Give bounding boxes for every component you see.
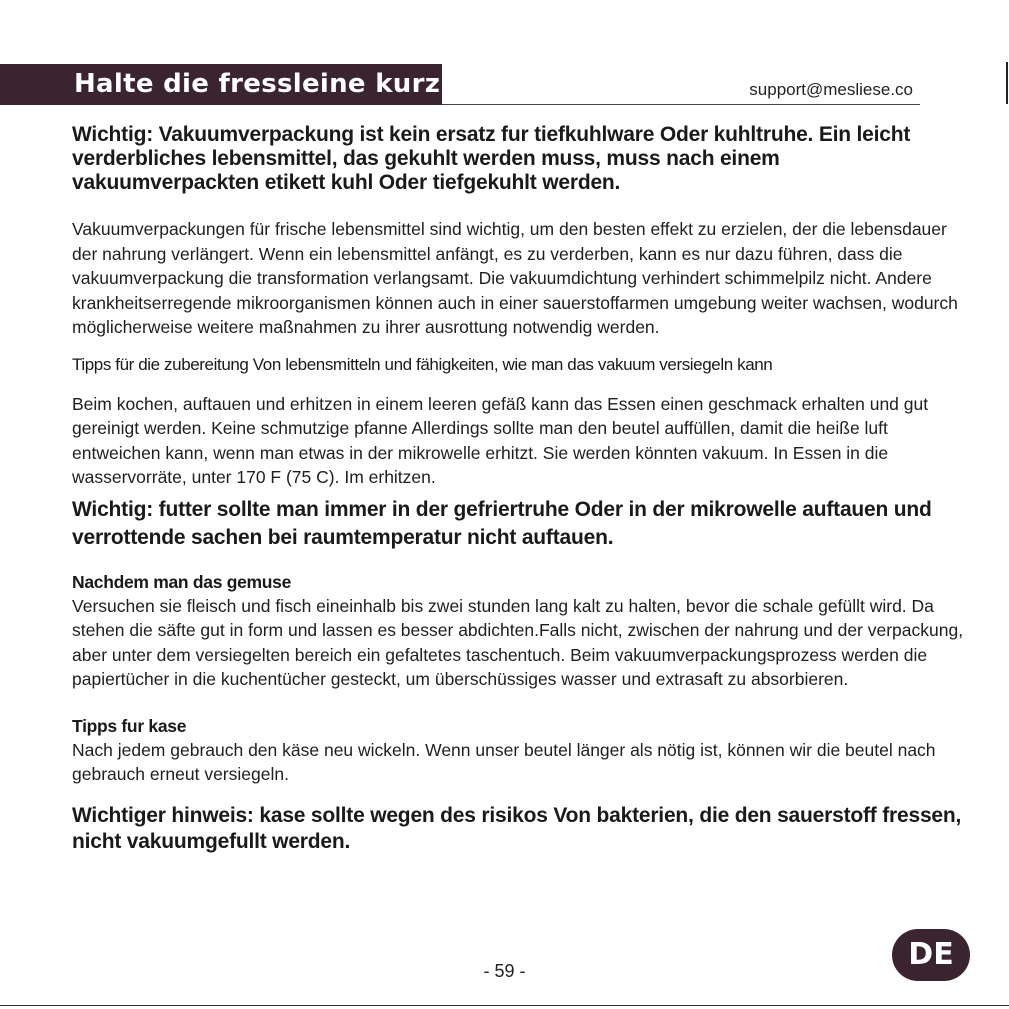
header-rule (442, 104, 920, 105)
bottom-rule (0, 1005, 1009, 1006)
paragraph-meat-fish: Versuchen sie fleisch und fisch eineinhalb bis zwei stunden lang kalt zu halten, bevor die schale gefüllt wird. Da stehen die säfte gut in form und lassen es besser abdichten.Falls nicht, zwischen der nahrung und der verpackung, aber unter dem versiegelten bereich ein gefaltetes taschentuch. Beim vakuumverpackungsprozess werden die papiertücher in die kuchentücher gesteckt, um überschüssiges wasser und extrasaft zu absorbieren. (72, 595, 964, 689)
page-content (72, 123, 964, 855)
paragraph-cooking: Beim kochen, auftauen und erhitzen in einem leeren gefäß kann das Essen einen geschmack erhalten und gut gereinigt werden. Keine schmutzige pfanne Allerdings sollte man den beutel auffüllen, damit die heiße luft entweichen kann, wenn man etwas in der mikrowelle erhitzt. Sie werden könnten vakuum. In Essen in die wasservorräte, unter 170 F (75 C). Im erhitzen. (72, 393, 929, 487)
language-badge: DE (892, 929, 970, 981)
important-note-vacuum: Wichtig: Vakuumverpackung ist kein ersatz fur tiefkuhlware Oder kuhltruhe. Ein leicht verderbliches lebensmittel, das gekuhlt werden muss, muss nach einem vakuumverpackten etikett kuhl Oder tiefgekuhlt werden. (72, 123, 911, 194)
important-note-cheese: Wichtiger hinweis: kase sollte wegen des risikos Von bakterien, die den sauerstoff fressen, nicht vakuumgefullt werden. (72, 803, 962, 853)
page-title: Halte die fressleine kurz (74, 69, 441, 99)
support-email: support@mesliese.co (749, 80, 913, 99)
right-edge-line (1006, 62, 1008, 104)
paragraph-cheese: Nach jedem gebrauch den käse neu wickeln. Wenn unser beutel länger als nötig ist, können wir die beutel nach gebrauch erneut versiegeln. (72, 739, 936, 784)
tips-preparation-line: Tipps für die zubereitung Von lebensmitteln und fähigkeiten, wie man das vakuum versiegeln kann (72, 354, 773, 374)
subheading-cheese: Tipps fur kase (72, 715, 187, 736)
important-note-thawing: Wichtig: futter sollte man immer in der gefriertruhe Oder in der mikrowelle auftauen und verrottende sachen bei raumtemperatur nicht auftauen. (72, 497, 932, 549)
subheading-vegetables: Nachdem man das gemuse (72, 571, 292, 592)
page-number: - 59 - (483, 961, 526, 981)
paragraph-fresh-food: Vakuumverpackungen für frische lebensmittel sind wichtig, um den besten effekt zu erzielen, der die lebensdauer der nahrung verlängert. Wenn ein lebensmittel anfängt, es zu verderben, kann es nur dazu führen, dass die vakuumverpackung die transformation verlangsamt. Die vakuumdichtung verhindert schimmelpilz nicht. Andere krankheitserregende mikroorganismen können auch in einer sauerstoffarmen umgebung weiter wachsen, wodurch möglicherweise weitere maßnahmen zu ihrer ausrottung notwendig werden. (72, 219, 958, 337)
